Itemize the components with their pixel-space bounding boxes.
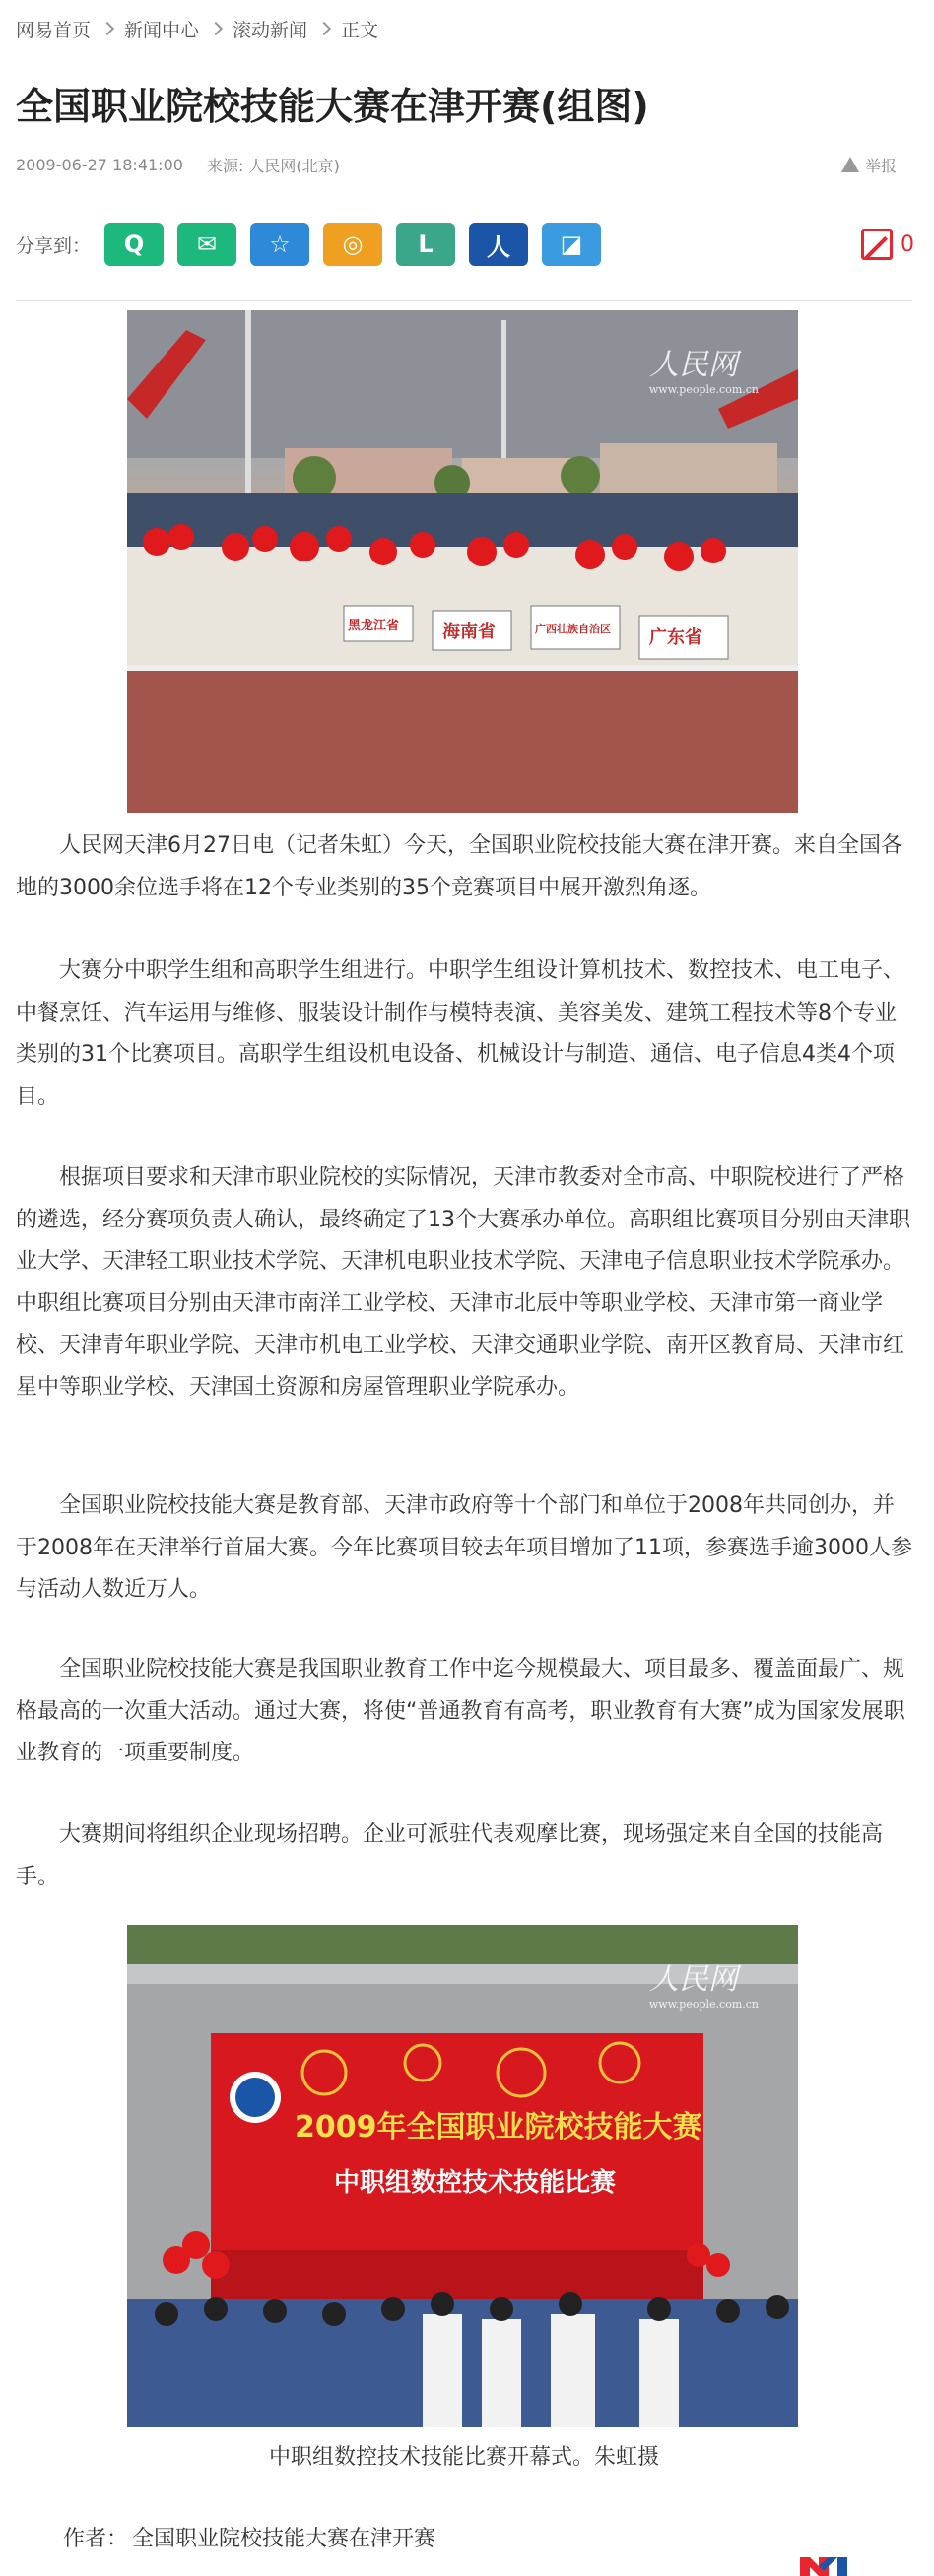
- wechat-share-button[interactable]: [177, 223, 236, 266]
- warning-icon: [841, 157, 859, 172]
- sign-guangdong: 广东省: [649, 627, 702, 648]
- article-paragraph: 根据项目要求和天津市职业院校的实际情况，天津市教委对全市高、中职院校进行了严格的遴选，经分赛项负责人确认，最终确定了13个大赛承办单位。高职组比赛项目分别由天津职业大学、天津轻工职业技术学院、天津机电职业技术学院、天津电子信息职业技术学院承办。中职组比赛项目分别由天津市南洋工业学校、天津市北辰中等职业学校、天津市第一商业学校、天津青年职业学院、天津市机电工业学校、天津交通职业学院、南开区教育局、天津市红星中等职业学校、天津国土资源和房屋管理职业学院承办。: [16, 1165, 910, 1400]
- chevron-right-icon: [209, 22, 223, 35]
- author-value: 全国职业院校技能大赛在津开赛: [132, 2527, 436, 2551]
- breadcrumb: [16, 14, 378, 43]
- comment-count: 0: [901, 231, 914, 257]
- page-title: 全国职业院校技能大赛在津开赛(组图): [16, 85, 649, 128]
- photo1-watermark: [649, 340, 759, 396]
- sign-guangxi: 广西壮族自治区: [535, 623, 611, 635]
- lofter-share-button[interactable]: [396, 223, 455, 266]
- photo-caption: 中职组数控技术技能比赛开幕式。朱虹摄: [268, 2445, 659, 2470]
- photo2-watermark: [649, 1954, 759, 2011]
- breadcrumb-netease-home[interactable]: 网易首页: [16, 19, 92, 41]
- report-button[interactable]: [841, 150, 897, 179]
- divider: [16, 300, 912, 301]
- article-photo-opening-ceremony-crowd: [127, 310, 798, 813]
- sign-heilongjiang: 黑龙江省: [348, 619, 400, 633]
- weibo-icon: ◎: [342, 231, 364, 258]
- share-label: 分享到：: [16, 234, 92, 257]
- renren-share-button[interactable]: [469, 223, 528, 266]
- banner-subtitle: 中职组数控技术技能比赛: [334, 2168, 617, 2198]
- article-photo-cnc-competition-banner: [127, 1925, 798, 2427]
- watermark-text: 人民网: [648, 1962, 738, 1997]
- qq-share-button[interactable]: [104, 223, 164, 266]
- sign-hainan: 海南省: [442, 622, 496, 642]
- watermark-url: www.people.com.cn: [648, 1998, 759, 2011]
- breadcrumb-current: 正文: [341, 19, 379, 41]
- yixin-share-button[interactable]: [542, 223, 601, 266]
- report-label: 举报: [864, 156, 897, 175]
- wechat-icon: ✉: [196, 231, 218, 258]
- article-paragraph: 全国职业院校技能大赛是教育部、天津市政府等十个部门和单位于2008年共同创办，并于2008年在天津举行首届大赛。今年比赛项目较去年项目增加了11项，参赛选手逾3000人参与活动人数近万人。: [16, 1493, 912, 1602]
- watermark-url: www.people.com.cn: [648, 383, 759, 396]
- publish-datetime: 2009-06-27 18:41:00: [16, 155, 183, 174]
- netease-m-logo-icon: [800, 2553, 847, 2576]
- breadcrumb-rolling-news[interactable]: 滚动新闻: [233, 19, 308, 41]
- author-label: 作者：: [63, 2527, 129, 2551]
- article-paragraph: 全国职业院校技能大赛是我国职业教育工作中迄今规模最大、项目最多、覆盖面最广、规格最高的一次重大活动。通过大赛，将使“普通教育有高考，职业教育有大赛”成为国家发展职业教育的一项重要制度。: [16, 1657, 905, 1765]
- qq-icon: Q: [123, 231, 145, 258]
- article-paragraph: 人民网天津6月27日电（记者朱虹）今天，全国职业院校技能大赛在津开赛。来自全国各地的3000余位选手将在12个专业类别的35个竞赛项目中展开激烈角逐。: [16, 833, 902, 900]
- banner-title: 2009年全国职业院校技能大赛: [295, 2110, 702, 2145]
- article-paragraph: 大赛分中职学生组和高职学生组进行。中职学生组设计算机技术、数控技术、电工电子、中餐烹饪、汽车运用与维修、服装设计制作与模特表演、美容美发、建筑工程技术等8个专业类别的31个比赛项目。高职学生组设机电设备、机械设计与制造、通信、电子信息4类4个项目。: [16, 958, 905, 1109]
- article-author: [63, 2519, 435, 2560]
- share-bar: [16, 223, 615, 266]
- chevron-right-icon: [100, 22, 114, 35]
- qzone-share-button[interactable]: [250, 223, 309, 266]
- article-paragraph: 大赛期间将组织企业现场招聘。企业可派驻代表观摩比赛，现场强定来自全国的技能高手。: [16, 1822, 884, 1889]
- breadcrumb-news-center[interactable]: 新闻中心: [124, 19, 200, 41]
- article-source[interactable]: 来源: 人民网(北京): [206, 156, 340, 175]
- chevron-right-icon: [317, 22, 331, 35]
- qzone-star-icon: ☆: [269, 231, 291, 258]
- lofter-icon: L: [418, 231, 434, 258]
- yixin-icon: ◪: [560, 231, 583, 258]
- renren-icon: 人: [487, 232, 511, 261]
- article-meta: [16, 150, 340, 179]
- comment-button[interactable]: [861, 223, 914, 266]
- watermark-text: 人民网: [648, 348, 738, 382]
- weibo-share-button[interactable]: [323, 223, 382, 266]
- edit-comment-icon: [861, 229, 893, 260]
